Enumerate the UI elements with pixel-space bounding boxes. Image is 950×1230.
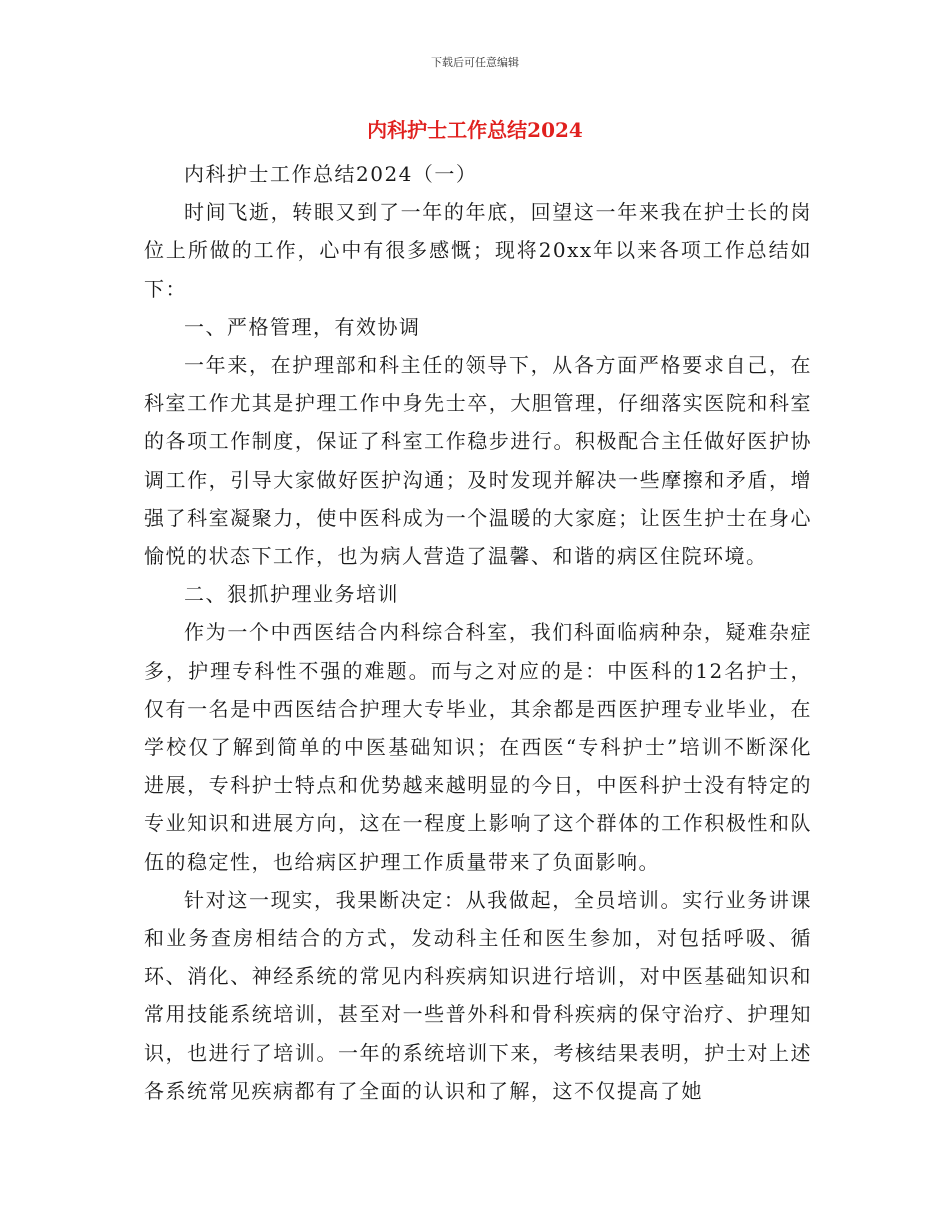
- section-heading-2: 二、狠抓护理业务培训: [184, 582, 399, 607]
- paragraph-intro: 时间飞逝，转眼又到了一年的年底，回望这一年来我在护士长的岗位上所做的工作，心中有很多感慨；现将20xx年以来各项工作总结如下：: [144, 200, 812, 301]
- paragraph-management: 一年来，在护理部和科主任的领导下，从各方面严格要求自己，在科室工作尤其是护理工作中身先士卒，大胆管理，仔细落实医院和科室的各项工作制度，保证了科室工作稳步进行。积极配合主任做好医护协调工作，引导大家做好医护沟通；及时发现并解决一些摩擦和矛盾，增强了科室凝聚力，使中医科成为一个温暖的大家庭；让医生护士在身心愉悦的状态下工作，也为病人营造了温馨、和谐的病区住院环境。: [144, 353, 812, 569]
- section-subtitle: 内科护士工作总结2024（一）: [184, 162, 478, 186]
- document-body: [144, 155, 812, 1110]
- paragraph-training-action: 针对这一现实，我果断决定：从我做起，全员培训。实行业务讲课和业务查房相结合的方式，发动科主任和医生参加，对包括呼吸、循环、消化、神经系统的常见内科疾病知识进行培训，对中医基础知识和常用技能系统培训，甚至对一些普外科和骨科疾病的保守治疗、护理知识，也进行了培训。一年的系统培训下来，考核结果表明，护士对上述各系统常见疾病都有了全面的认识和了解，这不仅提高了她: [144, 887, 812, 1103]
- header-note: 下载后可任意编辑: [431, 56, 519, 69]
- section-heading-1: 一、严格管理，有效协调: [184, 314, 421, 339]
- paragraph-training-context: 作为一个中西医结合内科综合科室，我们科面临病种杂，疑难杂症多，护理专科性不强的难题。而与之对应的是：中医科的12名护士，仅有一名是中西医结合护理大专毕业，其余都是西医护理专业毕业，在学校仅了解到简单的中医基础知识；在西医“专科护士”培训不断深化进展，专科护士特点和优势越来越明显的今日，中医科护士没有特定的专业知识和进展方向，这在一程度上影响了这个群体的工作积极性和队伍的稳定性，也给病区护理工作质量带来了负面影响。: [144, 620, 812, 874]
- document-title: 内科护士工作总结2024: [367, 118, 583, 142]
